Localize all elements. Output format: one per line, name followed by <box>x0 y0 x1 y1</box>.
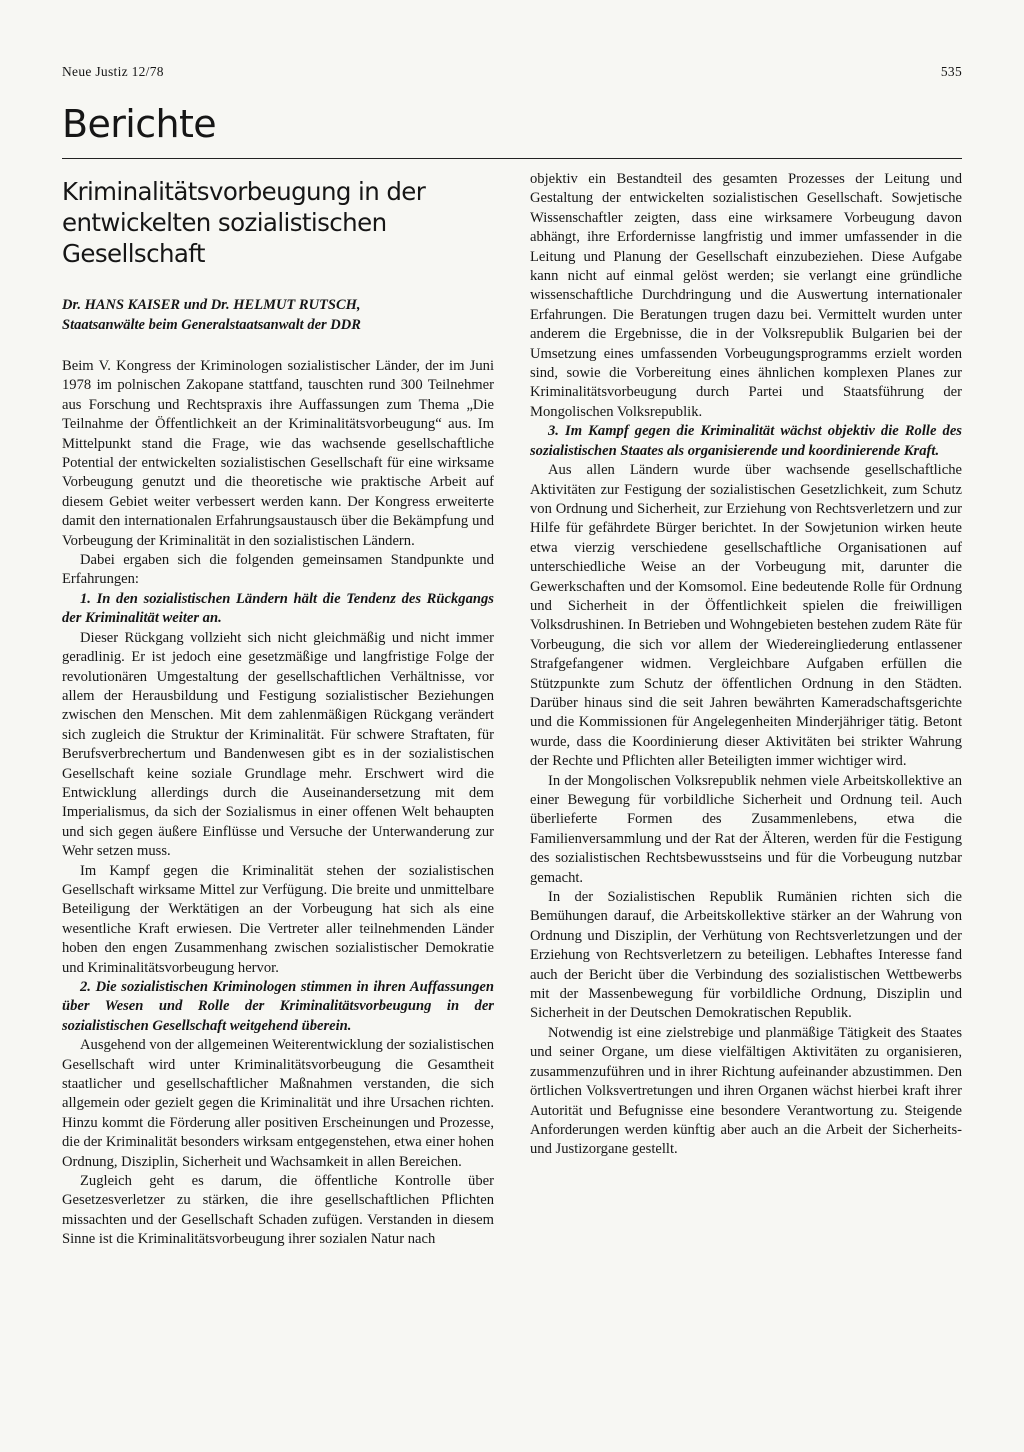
left-column <box>62 170 494 1400</box>
section-thesis: 1. In den sozialistischen Ländern hält die Tendenz des Rückgangs der Kriminalität weiter an. <box>62 590 494 627</box>
running-header <box>62 64 962 80</box>
paragraph: Dieser Rückgang vollzieht sich nicht gleichmäßig und nicht immer geradlinig. Er ist jedoch eine gesetzmäßige und langfristige Folge der revolutionären Umgestaltung der gesellschaftlichen Verhältnisse, vor allem der Herausbildung und Festigung sozialistischer Beziehungen zwischen den Menschen. Mit dem zahlenmäßigen Rückgang verändert sich zugleich die Struktur der Kriminalität. Für schwere Straftaten, für Berufsverbrechertum und Bandenwesen gibt es in der sozialistischen Gesellschaft keine soziale Grundlage mehr. Erschwert wird die Entwicklung allerdings durch die Auseinandersetzung mit dem Imperialismus, da sich der Sozialismus in einer offenen Welt behaupten und sich gegen äußere Einflüsse und Versuche der Unterwanderung zur Wehr setzen muss. <box>62 629 494 860</box>
article-authors <box>62 295 494 335</box>
journal-issue: Neue Justiz 12/78 <box>62 64 164 79</box>
article-body <box>62 170 962 1400</box>
author-affiliation: Staatsanwälte beim Generalstaatsanwalt der DDR <box>62 317 361 333</box>
right-column <box>530 170 962 1400</box>
section-thesis: 3. Im Kampf gegen die Kriminalität wächst objektiv die Rolle des sozialistischen Staates als organisierende und koordinierende Kraft. <box>530 423 962 459</box>
section-thesis: 2. Die sozialistischen Kriminologen stimmen in ihren Auffassungen über Wesen und Rolle der Kriminalitätsvorbeugung in der sozialistischen Gesellschaft weitgehend überein. <box>62 979 494 1034</box>
paragraph: Ausgehend von der allgemeinen Weiterentwicklung der sozialistischen Gesellschaft wird unter Kriminalitätsvorbeugung die Gesamtheit staatlicher und gesellschaftlicher Maßnahmen verstanden, die sich allgemein oder gezielt gegen die Kriminalität und ihre Ursachen richten. Hinzu kommt die Förderung aller positiven Erscheinungen und Prozesse, die der Kriminalität besonders wirksam entgegenstehen, etwa einer hohen Ordnung, Disziplin, Sicherheit und Wachsamkeit in allen Bereichen. <box>62 1037 494 1170</box>
paragraph: In der Sozialistischen Republik Rumänien richten sich die Bemühungen darauf, die Arbeitskollektive stärker an der Wahrung von Ordnung und Disziplin, der Verhütung von Rechtsverletzungen und der Erziehung von Rechtsverletzern zu beteiligen. Lebhaftes Interesse fand auch der Bericht über die Verbindung des sozialistischen Wettbewerbs mit der Massenbewegung für vorbildliche Ordnung, Disziplin und Sicherheit in der Deutschen Demokratischen Republik. <box>530 889 962 1022</box>
article-title: Kriminalitätsvorbeugung in der entwickelten sozialistischen Gesellschaft <box>62 177 426 268</box>
paragraph: In der Mongolischen Volksrepublik nehmen viele Arbeitskollektive an einer Bewegung für vorbildliche Sicherheit und Ordnung teil. Auch überlieferte Formen des Zusammenlebens, etwa die Familienversammlung und der Rat der Älteren, werden für die Festigung des sozialistischen Rechtsbewusstseins und für die Vorbeugung nutzbar gemacht. <box>530 772 962 886</box>
paragraph: Dabei ergaben sich die folgenden gemeinsamen Standpunkte und Erfahrungen: <box>62 552 494 588</box>
paragraph: Zugleich geht es darum, die öffentliche Kontrolle über Gesetzesverletzer zu stärken, die ihre gesellschaftlichen Pflichten missachten und der Gesellschaft Schaden zufügen. Verstanden in diesem Sinne ist die Kriminalitätsvorbeugung ihrer sozialen Natur nach <box>62 1173 494 1248</box>
author-names: Dr. HANS KAISER und Dr. HELMUT RUTSCH, <box>62 297 361 313</box>
paragraph: Notwendig ist eine zielstrebige und planmäßige Tätigkeit des Staates und seiner Organe, um diese vielfältigen Aktivitäten zu organisieren, zusammenzuführen und in ihrer Richtung aufeinander abzustimmen. Den örtlichen Volksvertretungen und ihren Organen wächst hierbei kraft ihrer Autorität und Befugnisse eine besondere Verantwortung zu. Steigende Anforderungen werden künftig aber auch an die Arbeit der Sicherheits- und Justizorgane gestellt. <box>530 1024 962 1158</box>
page-number: 535 <box>940 64 962 79</box>
paragraph: Beim V. Kongress der Kriminologen sozialistischer Länder, der im Juni 1978 im polnischen Zakopane stattfand, tauschten rund 300 Teilnehmer aus Forschung und Rechtspraxis ihre Auffassungen zum Thema „Die Teilnahme der Öffentlichkeit an der Kriminalitätsvorbeugung“ aus. Im Mittelpunkt stand die Frage, wie das wachsende gesellschaftliche Potential der entwickelten sozialistischen Gesellschaft für eine wirksame Vorbeugung genutzt und die theoretische wie praktische Arbeit auf diesem Gebiet weiter verbessert werden kann. Der Kongress erweiterte damit den internationalen Erfahrungsaustausch über die Bekämpfung und Vorbeugung der Kriminalität in den sozialistischen Ländern. <box>62 358 494 549</box>
paragraph: Im Kampf gegen die Kriminalität stehen der sozialistischen Gesellschaft wirksame Mittel zur Verfügung. Die breite und unmittelbare Beteiligung der Werktätigen an der Vorbeugung hat sich als eine wesentliche Kraft erwiesen. Die Vertreter aller teilnehmenden Länder hoben den engen Zusammenhang zwischen sozialistischer Demokratie und Kriminalitätsvorbeugung hervor. <box>62 862 494 976</box>
header-rule <box>62 158 962 159</box>
paragraph: Aus allen Ländern wurde über wachsende gesellschaftliche Aktivitäten zur Festigung der sozialistischen Gesetzlichkeit, zum Schutz von Ordnung und Sicherheit, zur Erziehung von Rechtsverletzern und zur Hilfe für gefährdete Bürger berichtet. In der Sowjetunion wirken heute etwa vierzig verschiedene gesellschaftliche Organisationen auf unterschiedliche Weise an der Vorbeugung mit, darunter die Gewerkschaften und der Komsomol. Eine bedeutende Rolle für Ordnung und Sicherheit in der Öffentlichkeit spielen die freiwilligen Volksdrushinen. In Betrieben und Wohngebieten bestehen zudem Räte für Vorbeugung, die sich vor allem der Wiedereingliederung entlassener Strafgefangener widmen. Vergleichbare Aufgaben erfüllen die Stützpunkte zum Schutz der öffentlichen Ordnung in den Städten. Darüber hinaus sind die seit Jahren bewährten Kameradschaftsgerichte und die Kommissionen für Angelegenheiten Minderjähriger tätig. Betont wurde, dass die Koordinierung dieser Aktivitäten bei strikter Wahrung der Rechte und Pflichten aller Beteiligten immer wichtiger wird. <box>530 462 962 770</box>
paragraph: objektiv ein Bestandteil des gesamten Prozesses der Leitung und Gestaltung der entwickelten sozialistischen Gesellschaft. Sowjetische Wissenschaftler zeigten, dass eine wirksamere Vorbeugung davon abhängt, ihre Erfordernisse langfristig und immer umfassender in die Leitung und Planung der Gesellschaft einzubeziehen. Diese Aufgabe kann nicht auf einmal gelöst werden; sie verlangt eine gründliche wissenschaftliche Durchdringung und die Auswertung internationaler Erfahrungen. Die Beratungen trugen dazu bei. Vermittelt wurden unter anderem die Ergebnisse, die in der Volksrepublik Bulgarien bei der Umsetzung eines umfassenden Vorbeugungsprogramms erzielt worden sind, sowie die Vorbereitung eines ähnlichen komplexen Planes zur Kriminalitätsvorbeugung durch Partei und Staatsführung der Mongolischen Volksrepublik. <box>530 171 962 420</box>
section-title: Berichte <box>62 102 217 146</box>
